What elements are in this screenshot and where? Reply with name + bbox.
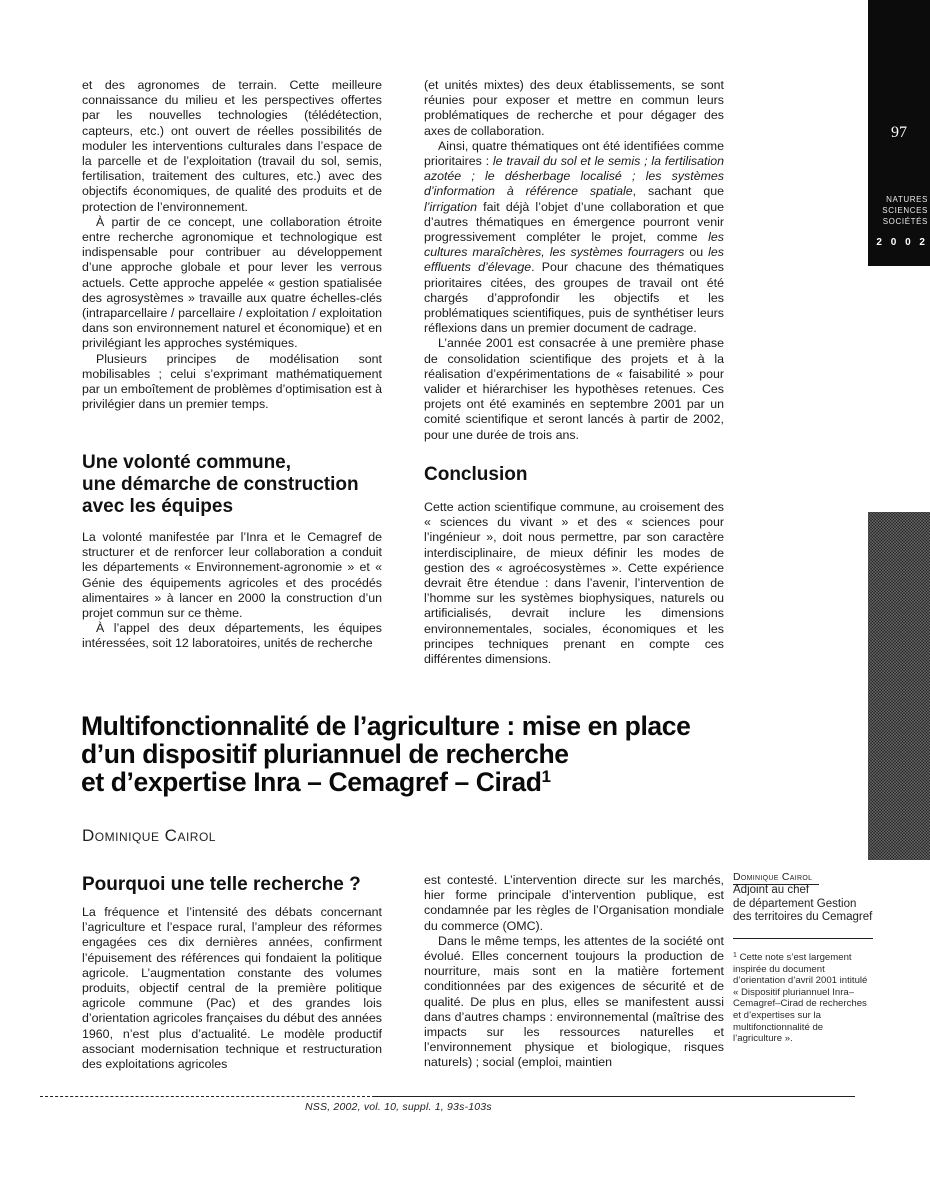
column-2-top	[424, 78, 724, 443]
paragraph: À l’appel des deux départements, les équipes intéressées, soit 12 laboratoires, unités de recherche	[82, 621, 382, 651]
title-footnote-mark: 1	[541, 767, 551, 786]
citation	[305, 1101, 492, 1113]
paragraph: est contesté. L’intervention directe sur les marchés, hier forme principale d’intervention publique, est condamnée par les règles de l’Organisation mondiale du commerce (OMC).	[424, 873, 724, 933]
footnote	[733, 952, 873, 1045]
text-run: fait déjà l’objet d’une collaboration et que d’autres thématiques en émergence pourront venir progressivement compléter le projet, comme	[424, 199, 724, 245]
article-author: Dominique Cairol	[82, 826, 216, 845]
paragraph: Cette action scientifique commune, au croisement des « sciences du vivant » et des « sciences pour l’ingénieur », doit nous permettre, par son caractère interdisciplinaire, de mieux définir les modes de gestion des « agroécosystèmes ». Cette expérience devrait être étendue : dans l’avenir, l’intervention de l’homme sur les systèmes biophysiques, naturels ou artificialisés, devrait inclure les dimensions environnementales, sociales, économiques et les principes techniques prenant en compte ces différentes dimensions.	[424, 500, 724, 667]
heading-line: Une volonté commune,	[82, 452, 292, 473]
title-line: Multifonctionnalité de l’agriculture : mise en place	[81, 711, 691, 741]
text-run: . Pour chacune des thématiques prioritaires citées, des groupes de travail ont été chargés d’approfondir les objectifs et les problématiques scientifiques, puis de synthétiser leurs réflexions dans un premier document de cadrage.	[424, 260, 724, 336]
paragraph-thematiques	[424, 139, 724, 337]
paragraph: La volonté manifestée par l’Inra et le Cemagref de structurer et de renforcer leur collaboration a conduit les départements « Environnement-agronomie » et « Génie des équipements agricoles et des procédés alimentaires » à lancer en 2000 la construction d’un projet commun sur ce thème.	[82, 530, 382, 621]
text-run: , sachant que	[632, 184, 724, 199]
title-line: d’un dispositif pluriannuel de recherche	[81, 739, 569, 769]
article-title	[81, 712, 721, 796]
affiliation-rule-top	[733, 884, 819, 885]
column-1-pourquoi	[82, 905, 382, 1072]
journal-name	[868, 194, 928, 227]
title-text: et d’expertise Inra – Cemagref – Cirad	[81, 767, 542, 797]
journal-line-1: NATURES	[886, 195, 928, 204]
footer-rule	[375, 1096, 855, 1097]
journal-year: 2 0 0 2	[876, 237, 928, 248]
paragraph: À partir de ce concept, une collaboration étroite entre recherche agronomique et technologique est indispensable pour contribuer au développement d’une approche globale et pour lever les verrous actuels. Cette approche appelée « gestion spatialisée des agrosystèmes » travaille aux quatre échelles-clés (intraparcellaire / parcellaire / exploitation / exploitation dans son environnement naturel et économique) et en privilégiant les approches systémiques.	[82, 214, 382, 351]
text-run: Ainsi, quatre thématiques ont été identifiées comme prioritaires :	[424, 138, 724, 169]
text-run: les effluents d’élevage	[424, 245, 724, 275]
journal-line-2: SCIENCES	[882, 206, 928, 215]
affiliation-author: Dominique Cairol	[733, 871, 813, 883]
paragraph: Plusieurs principes de modélisation sont mobilisables ; celui s’exprimant mathématiquement par un emboîtement de problèmes d’optimisation est à privilégier dans un premier temps.	[82, 351, 382, 412]
text-run: les cultures maraîchères, les systèmes fourragers	[424, 230, 724, 260]
text-run: ou	[684, 245, 709, 260]
affiliation-line: des territoires du Cemagref	[733, 911, 873, 923]
paragraph: (et unités mixtes) des deux établissements, se sont réunies pour exposer et mettre en commun leurs problématiques de recherche et pour dégager des axes de collaboration.	[424, 78, 724, 138]
section-heading-conclusion: Conclusion	[424, 464, 528, 485]
column-2-bottom	[424, 873, 724, 1071]
citation-text: NSS, 2002, vol. 10, suppl. 1, 93s-103s	[305, 1101, 492, 1113]
footnote-mark: 1	[733, 952, 737, 959]
paragraph: L’année 2001 est consacrée à une première phase de consolidation scientifique des projets et à la réalisation d’expérimentations de « faisabilité » pour valider et hiérarchiser les hypothèses retenues. Ces projets ont été examinés en septembre 2001 par un comité scientifique et seront lancés à partir de 2002, pour une durée de trois ans.	[424, 336, 724, 442]
section-heading-volonte	[82, 452, 382, 518]
journal-line-3: SOCIÉTÉS	[882, 217, 928, 226]
affiliation-rule-bottom	[733, 938, 873, 939]
page-number: 97	[891, 124, 907, 141]
column-1-volonte	[82, 530, 382, 652]
affiliation-line: Adjoint au chef	[733, 884, 810, 896]
column-2-conclusion	[424, 500, 724, 667]
journal-sidebar	[868, 0, 930, 266]
title-line	[81, 768, 721, 796]
text-run: le travail du sol et le semis ; la fertilisation azotée ; le désherbage localisé ; les systèmes d’information à référence spatiale	[424, 154, 724, 199]
author-affiliation	[733, 871, 878, 925]
footnote-text: Cette note s’est largement inspirée du document d’orientation d’avril 2001 intitulé « Dispositif pluriannuel Inra–Cemagref–Cirad de recherches et d’expertises sur la multifonctionnalité de l’agriculture ».	[733, 952, 868, 1045]
heading-line: avec les équipes	[82, 496, 234, 517]
section-heading-pourquoi: Pourquoi une telle recherche ?	[82, 874, 361, 895]
text-run: l’irrigation	[424, 199, 478, 214]
affiliation-line: de département Gestion	[733, 897, 857, 910]
halftone-sidebar-block	[868, 512, 930, 860]
paragraph: La fréquence et l’intensité des débats concernant l’agriculture et l’espace rural, l’ampleur des réformes engagées ces dix dernières années, confirment l’épuisement des références qui fondaient la politique agricole. L’augmentation constante des volumes produits, objectif central de la première politique agricole commune (Pac) et des grandes lois d’orientation agricoles françaises du début des années 1960, n’est plus d’actualité. Le modèle productif associant modernisation technique et restructuration des exploitations agricoles	[82, 905, 382, 1072]
heading-line: une démarche de construction	[82, 474, 359, 495]
paragraph: Dans le même temps, les attentes de la société ont évolué. Elles concernent toujours la production de nourriture, mais sont en la matière fortement conditionnées par des exigences de sécurité et de qualité. De plus en plus, elles se manifestent aussi dans d’autres champs : environnemental (maîtrise des impacts sur les ressources naturelles et l’environnement physique et biologique, risques naturels) ; social (emploi, maintien	[424, 933, 724, 1070]
footer-rule-dashed	[40, 1096, 375, 1097]
column-1-top	[82, 78, 382, 412]
paragraph: et des agronomes de terrain. Cette meilleure connaissance du milieu et les perspectives offertes par les nouvelles technologies (télédétection, capteurs, etc.) ont ouvert de réelles possibilités de moduler les interventions culturales dans l’espace de la parcelle et de l’exploitation (travail du sol, semis, fertilisation, traitement des cultures, etc.) avec des objectifs économiques, de qualité des produits et de protection de l’environnement.	[82, 78, 382, 214]
